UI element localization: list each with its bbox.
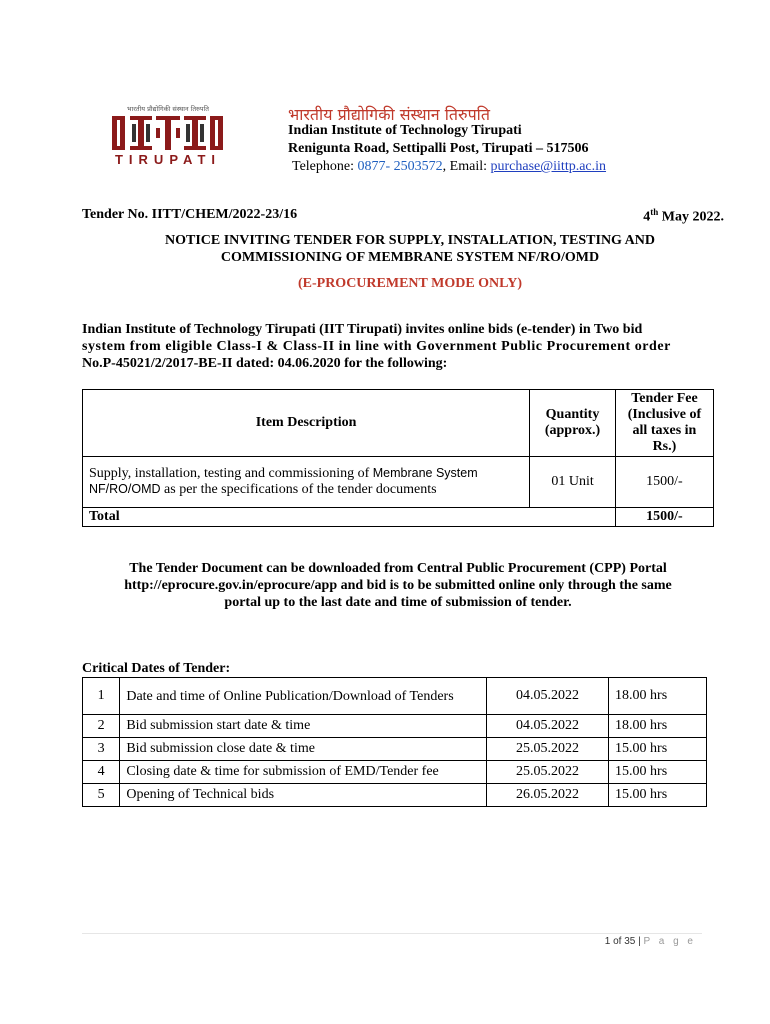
- table-row: [83, 738, 707, 761]
- item-quantity: 01 Unit: [530, 457, 616, 508]
- critical-dates-title: Critical Dates of Tender:: [82, 661, 231, 676]
- institute-address: Renigunta Road, Settipalli Post, Tirupati – 517506: [288, 141, 589, 156]
- row-description: Closing date & time for submission of EMD/Tender fee: [120, 761, 487, 784]
- telephone-number: 0877- 2503572: [357, 159, 443, 174]
- row-time: 18.00 hrs: [609, 678, 707, 715]
- institute-name-hindi: भारतीय प्रौद्योगिकी संस्थान तिरुपति: [288, 105, 490, 124]
- logo-hindi-text: भारतीय प्रौद्योगिकी संस्थान तिरुपति: [126, 105, 210, 113]
- cpp-line1: The Tender Document can be downloaded from Central Public Procurement (CPP) Portal: [129, 561, 667, 576]
- item-description: [83, 457, 530, 508]
- tender-number: Tender No. IITT/CHEM/2022-23/16: [82, 207, 298, 222]
- item-desc-part1: Supply, installation, testing and commissioning of: [89, 466, 373, 481]
- total-label: Total: [83, 508, 616, 527]
- intro-line2: system from eligible Class-I & Class-II in line with Government Public Procurement order: [82, 339, 671, 354]
- row-date: 04.05.2022: [486, 715, 608, 738]
- row-time: 15.00 hrs: [609, 761, 707, 784]
- table-row: [83, 761, 707, 784]
- row-serial: 4: [83, 761, 120, 784]
- row-serial: 3: [83, 738, 120, 761]
- logo-emblem: [110, 114, 226, 152]
- page-separator: |: [635, 936, 644, 947]
- table-row: [83, 784, 707, 807]
- header-item-description: Item Description: [83, 390, 530, 457]
- items-table: [82, 389, 714, 527]
- row-time: 18.00 hrs: [609, 715, 707, 738]
- header-tender-fee: Tender Fee (Inclusive of all taxes in Rs.): [615, 390, 713, 457]
- email-link[interactable]: purchase@iittp.ac.in: [490, 159, 607, 174]
- item-desc-system: Membrane System NF/RO/OMD: [89, 466, 478, 496]
- row-description: Date and time of Online Publication/Download of Tenders: [120, 678, 487, 715]
- cpp-line2: http://eprocure.gov.in/eprocure/app and bid is to be submitted online only through the same: [124, 578, 672, 593]
- header-quantity: Quantity (approx.): [530, 390, 616, 457]
- item-desc-part3: as per the specifications of the tender documents: [160, 482, 437, 497]
- total-row: [83, 508, 714, 527]
- page-number: [605, 936, 696, 947]
- total-value: 1500/-: [615, 508, 713, 527]
- row-date: 25.05.2022: [486, 761, 608, 784]
- row-date: 04.05.2022: [486, 678, 608, 715]
- procurement-mode: (E-PROCUREMENT MODE ONLY): [297, 276, 522, 291]
- row-date: 25.05.2022: [486, 738, 608, 761]
- tender-date: [643, 207, 724, 226]
- notice-title-line1: NOTICE INVITING TENDER FOR SUPPLY, INSTALLATION, TESTING AND: [165, 233, 655, 248]
- row-description: Bid submission start date & time: [120, 715, 487, 738]
- item-fee: 1500/-: [615, 457, 713, 508]
- tender-date-day: 4: [643, 209, 651, 225]
- cpp-line3: portal up to the last date and time of submission of tender.: [224, 595, 572, 610]
- page-word: P a g e: [643, 936, 696, 947]
- logo-wordmark: TIRUPATI: [114, 152, 221, 167]
- row-time: 15.00 hrs: [609, 738, 707, 761]
- notice-title-line2: COMMISSIONING OF MEMBRANE SYSTEM NF/RO/OMD: [220, 250, 600, 265]
- table-row: [83, 457, 714, 508]
- email-label: , Email:: [442, 159, 491, 174]
- items-table-header: [83, 390, 714, 457]
- tender-date-suffix: th: [650, 207, 659, 217]
- intro-line1: Indian Institute of Technology Tirupati (IIT Tirupati) invites online bids (e-tender) in Two bid: [82, 322, 643, 337]
- footer-divider: [82, 933, 702, 934]
- row-serial: 2: [83, 715, 120, 738]
- row-time: 15.00 hrs: [609, 784, 707, 807]
- contact-line: [292, 159, 606, 175]
- telephone-label: Telephone:: [292, 159, 358, 174]
- institute-name: Indian Institute of Technology Tirupati: [288, 123, 522, 138]
- critical-dates-table: [82, 677, 707, 807]
- row-date: 26.05.2022: [486, 784, 608, 807]
- row-description: Bid submission close date & time: [120, 738, 487, 761]
- institute-logo: [104, 104, 232, 168]
- tender-date-rest: May 2022.: [658, 209, 724, 225]
- row-serial: 5: [83, 784, 120, 807]
- row-serial: 1: [83, 678, 120, 715]
- table-row: [83, 678, 707, 715]
- row-description: Opening of Technical bids: [120, 784, 487, 807]
- table-row: [83, 715, 707, 738]
- intro-line3: No.P-45021/2/2017-BE-II dated: 04.06.2020 for the following:: [82, 356, 448, 371]
- page-count: 1 of 35: [604, 936, 636, 947]
